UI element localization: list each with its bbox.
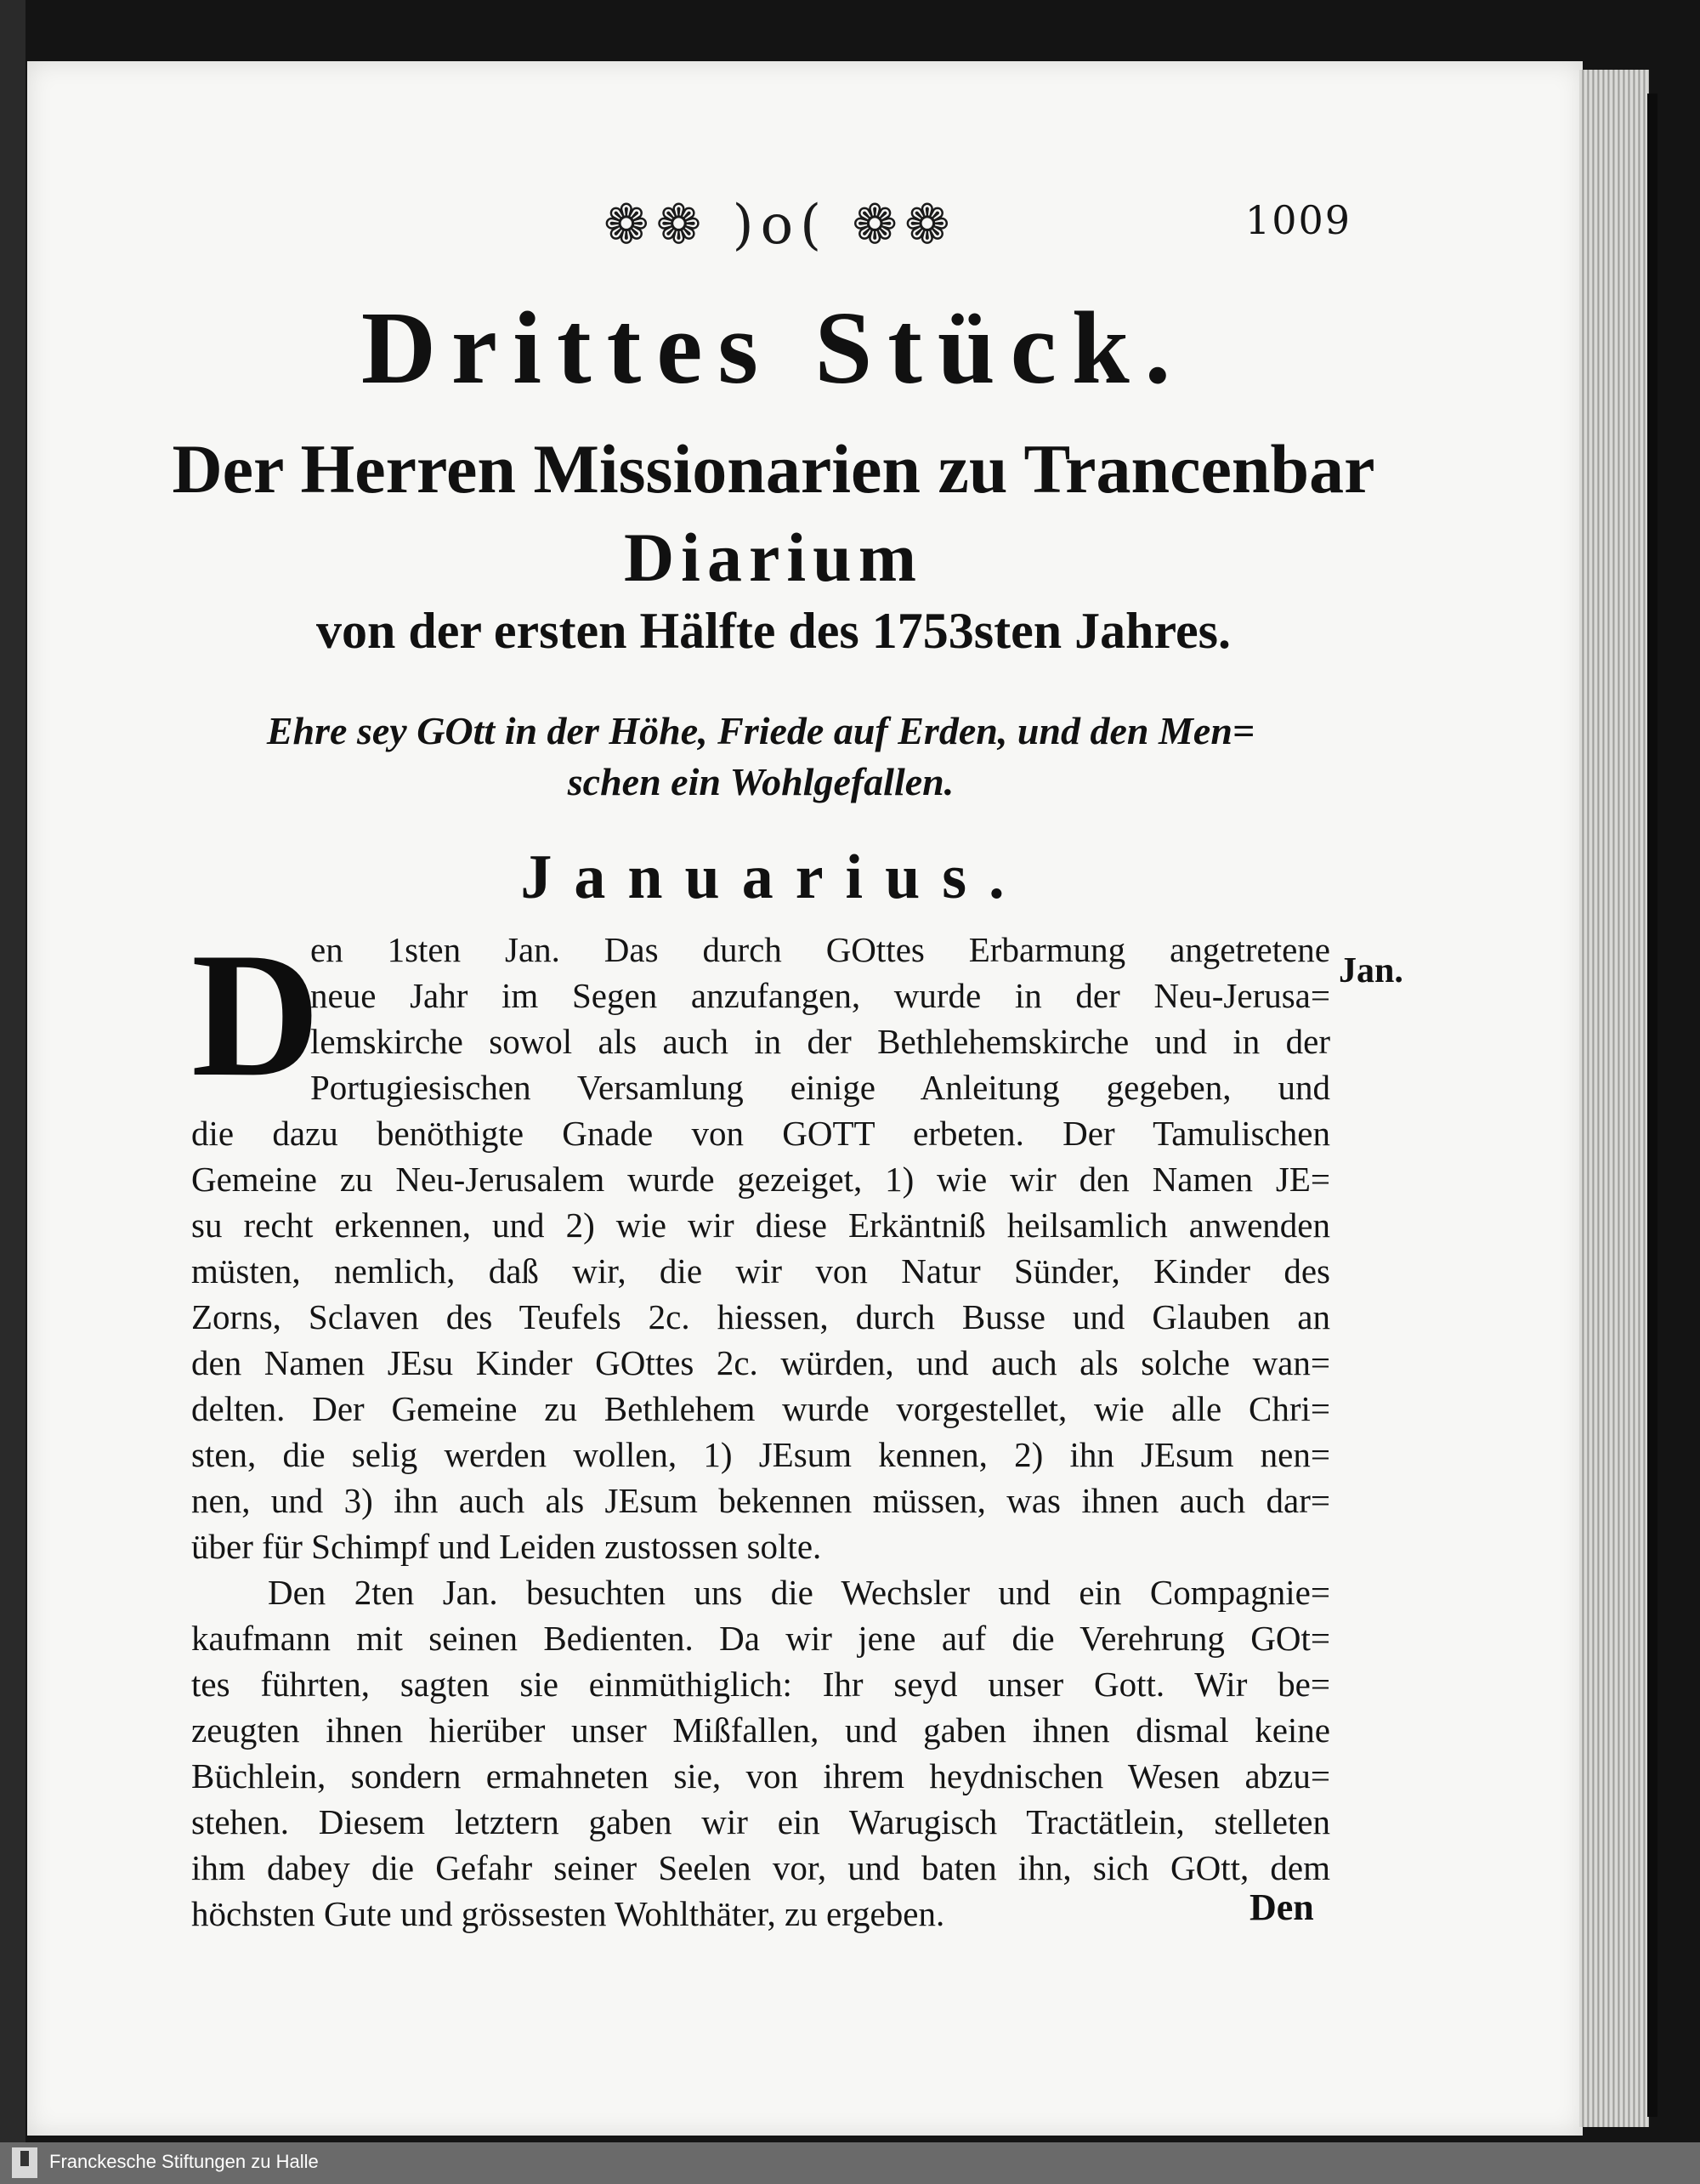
text-line: neue Jahr im Segen anzufangen, wurde in der Neu-Jerusa= bbox=[310, 976, 1330, 1015]
header-ornament: ❁❁ )o( ❁❁ bbox=[604, 194, 957, 257]
body-text bbox=[191, 916, 1330, 1937]
page-stack-edge bbox=[1579, 70, 1649, 2127]
text-line: delten. Der Gemeine zu Bethlehem wurde vorgestellet, wie alle Chri= bbox=[191, 1389, 1330, 1428]
text-line: zeugten ihnen hierüber unser Mißfallen, und gaben ihnen dismal keine bbox=[191, 1710, 1330, 1750]
text-line: ihm dabey die Gefahr seiner Seelen vor, und baten ihn, sich GOtt, dem bbox=[191, 1848, 1330, 1887]
logo-mark bbox=[20, 2151, 29, 2166]
text-line: Zorns, Sclaven des Teufels 2c. hiessen, durch Busse und Glauben an bbox=[191, 1297, 1330, 1336]
subtitle-line-1: Der Herren Missionarien zu Trancenbar bbox=[172, 430, 1375, 508]
text-line: tes führten, sagten sie einmüthiglich: Ihr seyd unser Gott. Wir be= bbox=[191, 1665, 1330, 1704]
book-cover-edge bbox=[1647, 94, 1658, 2117]
footer-bar bbox=[0, 2142, 1700, 2184]
text-line: Büchlein, sondern ermahneten sie, von ihrem heydnischen Wesen abzu= bbox=[191, 1756, 1330, 1795]
margin-note: Jan. bbox=[1339, 951, 1403, 990]
footer-credit: Franckesche Stiftungen zu Halle bbox=[49, 2151, 319, 2172]
text-line: über für Schimpf und Leiden zustossen solte. bbox=[191, 1527, 822, 1566]
page-header bbox=[178, 185, 1352, 262]
drop-cap: D bbox=[191, 916, 320, 1114]
subtitle-line-2: Diarium bbox=[623, 519, 924, 596]
text-line: Portugiesischen Versamlung einige Anleitung gegeben, und bbox=[310, 1068, 1330, 1107]
motto-line-1: Ehre sey GOtt in der Höhe, Friede auf Erden, und den Men= bbox=[266, 709, 1255, 752]
text-line: nen, und 3) ihn auch als JEsum bekennen müssen, was ihnen auch dar= bbox=[191, 1481, 1330, 1520]
page-title: Drittes Stück. bbox=[360, 291, 1187, 406]
page-number: 1009 bbox=[1244, 197, 1352, 243]
subtitle bbox=[170, 425, 1377, 602]
date-heading: von der ersten Hälfte des 1753sten Jahres. bbox=[315, 603, 1231, 659]
book-left-edge bbox=[0, 0, 26, 2142]
text-line: Den 2ten Jan. besuchten uns die Wechsler und ein Compagnie= bbox=[268, 1573, 1330, 1612]
text-line: müsten, nemlich, daß wir, die wir von Natur Sünder, Kinder des bbox=[191, 1251, 1330, 1291]
text-line: su recht erkennen, und 2) wie wir diese Erkäntniß heilsamlich anwenden bbox=[191, 1205, 1330, 1245]
text-line: die dazu benöthigte Gnade von GOTT erbeten. Der Tamulischen bbox=[191, 1114, 1330, 1153]
motto-line-2: schen ein Wohlgefallen. bbox=[567, 760, 955, 803]
text-line: Gemeine zu Neu-Jerusalem wurde gezeiget, 1) wie wir den Namen JE= bbox=[191, 1160, 1330, 1199]
institution-logo-icon bbox=[12, 2147, 37, 2178]
catchword: Den bbox=[1250, 1886, 1314, 1928]
motto bbox=[191, 706, 1330, 808]
month-heading: Januarius. bbox=[520, 842, 1027, 912]
text-line: den Namen JEsu Kinder GOttes 2c. würden, und auch als solche wan= bbox=[191, 1343, 1330, 1382]
text-line: höchsten Gute und grössesten Wohlthäter, zu ergeben. bbox=[191, 1894, 945, 1933]
text-line: lemskirche sowol als auch in der Bethlehemskirche und in der bbox=[310, 1022, 1330, 1061]
text-line: en 1sten Jan. Das durch GOttes Erbarmung angetretene bbox=[310, 930, 1330, 969]
text-line: stehen. Diesem letztern gaben wir ein Warugisch Tractätlein, stelleten bbox=[191, 1802, 1330, 1841]
text-line: sten, die selig werden wollen, 1) JEsum kennen, 2) ihn JEsum nen= bbox=[191, 1435, 1330, 1474]
text-line: kaufmann mit seinen Bedienten. Da wir jene auf die Verehrung GOt= bbox=[191, 1619, 1330, 1658]
